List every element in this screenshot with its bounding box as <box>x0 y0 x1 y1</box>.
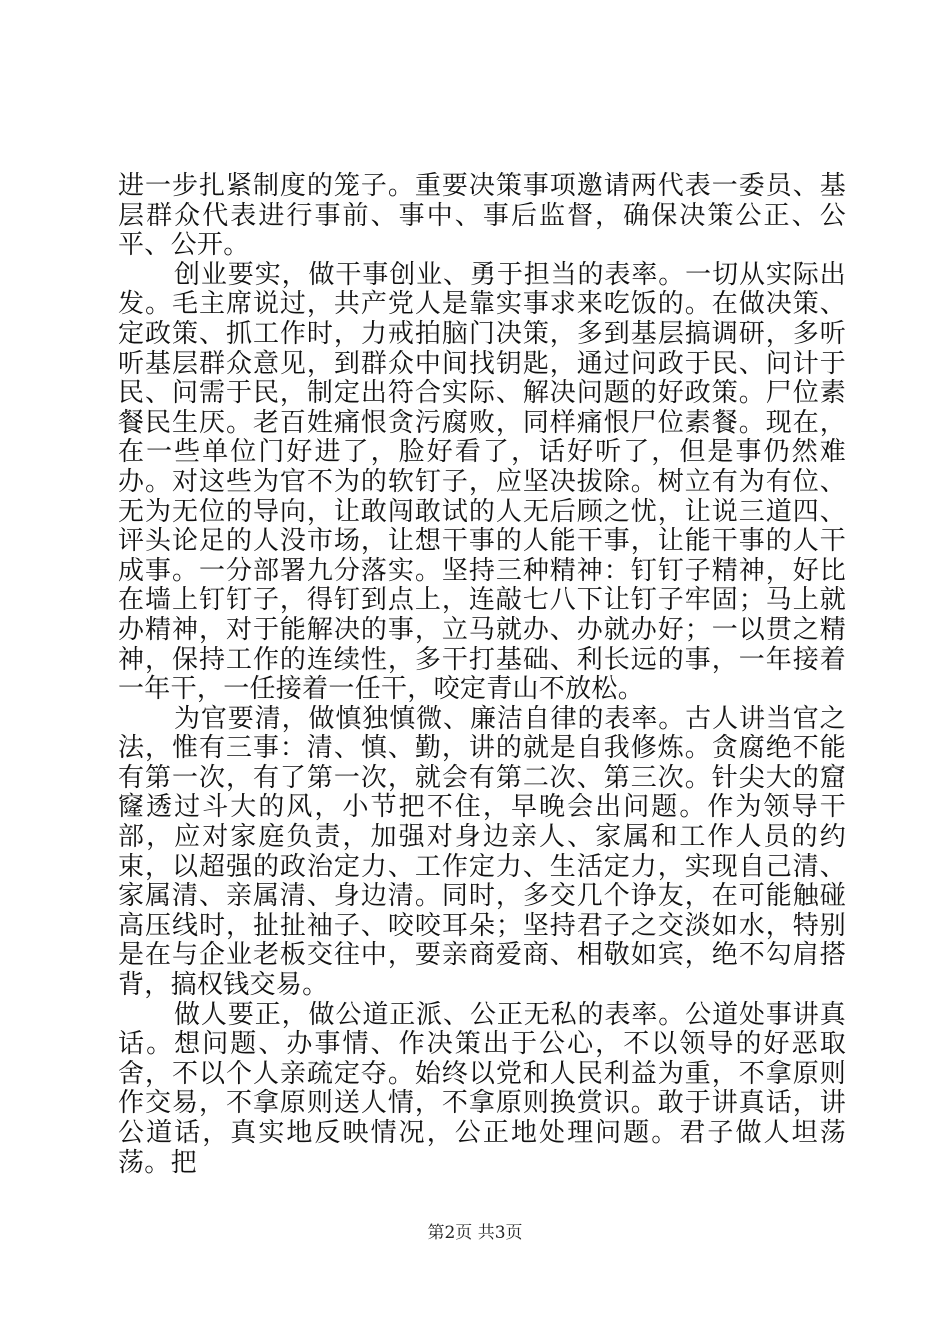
paragraph-continuation: 进一步扎紧制度的笼子。重要决策事项邀请两代表一委员、基层群众代表进行事前、事中、事后监督，确保决策公正、公平、公开。 <box>118 171 846 261</box>
page-footer: 第2页 共3页 <box>427 1223 523 1243</box>
paragraph-uprightness: 做人要正，做公道正派、公正无私的表率。公道处事讲真话。想问题、办事情、作决策出于公心，不以领导的好恶取舍，不以个人亲疏定夺。始终以党和人民利益为重，不拿原则作交易，不拿原则送人情，不拿原则换赏识。敢于讲真话，讲公道话，真实地反映情况，公正地处理问题。君子做人坦荡荡。把 <box>118 999 846 1178</box>
paragraph-integrity: 为官要清，做慎独慎微、廉洁自律的表率。古人讲当官之法，惟有三事：清、慎、勤，讲的就是自我修炼。贪腐绝不能有第一次，有了第一次，就会有第二次、第三次。针尖大的窟窿透过斗大的风，小节把不住，早晚会出问题。作为领导干部，应对家庭负责，加强对身边亲人、家属和工作人员的约束，以超强的政治定力、工作定力、生活定力，实现自己清、家属清、亲属清、身边清。同时，多交几个诤友，在可能触碰高压线时，扯扯袖子、咬咬耳朵；坚持君子之交淡如水，特别是在与企业老板交往中，要亲商爱商、相敬如宾，绝不勾肩搭背，搞权钱交易。 <box>118 703 846 1001</box>
paragraph-entrepreneurship: 创业要实，做干事创业、勇于担当的表率。一切从实际出发。毛主席说过，共产党人是靠实事求来吃饭的。在做决策、定政策、抓工作时，力戒拍脑门决策，多到基层搞调研，多听听基层群众意见，到群众中间找钥匙，通过问政于民、问计于民、问需于民，制定出符合实际、解决问题的好政策。尸位素餐民生厌。老百姓痛恨贪污腐败，同样痛恨尸位素餐。现在，在一些单位门好进了，脸好看了，话好听了，但是事仍然难办。对这些为官不为的软钉子，应坚决拔除。树立有为有位、无为无位的导向，让敢闯敢试的人无后顾之忧，让说三道四、评头论足的人没市场，让想干事的人能干事，让能干事的人干成事。一分部署九分落实。坚持三种精神：钉钉子精神，好比在墙上钉钉子，得钉到点上，连敲七八下让钉子牢固；马上就办精神，对于能解决的事，立马就办、办就办好；一以贯之精神，保持工作的连续性，多干打基础、利长远的事，一年接着一年干，一任接着一任干，咬定青山不放松。 <box>118 259 846 705</box>
body-text <box>118 172 846 1178</box>
